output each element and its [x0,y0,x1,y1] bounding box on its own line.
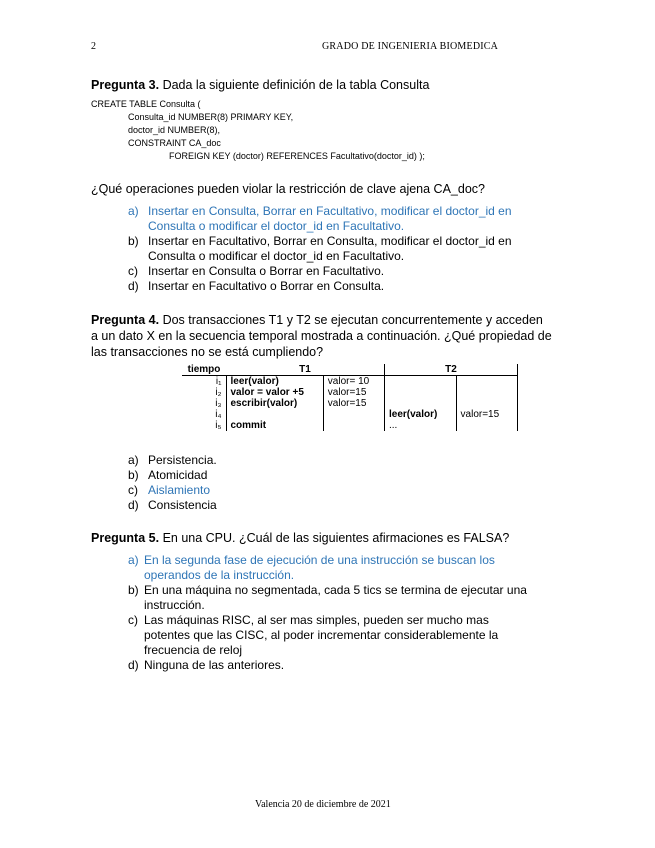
t2-op-cell [385,398,457,409]
q5-prompt: En una CPU. ¿Cuál de las siguientes afirmaciones es FALSA? [162,531,510,545]
q5-option-b-label: b) [128,583,139,597]
q3-option-c-text: Insertar en Consulta o Borrar en Facultativo. [148,264,385,278]
q4-option-b [128,468,428,484]
q4-option-d-text: Consistencia [148,498,217,512]
q4-option-c-label: c) [128,483,138,497]
t1-op-cell: valor = valor +5 [226,387,323,398]
q3-prompt: Dada la siguiente definición de la tabla Consulta [162,78,430,92]
q5-option-c-line1: Las máquinas RISC, al ser mas simples, pueden ser mucho mas [144,613,489,627]
t1-val-cell [323,409,384,420]
q5-option-c-line3: frecuencia de reloj [144,643,243,657]
time-cell: i₄ [182,409,226,420]
header-t2: T2 [385,364,518,376]
q5-option-d [128,658,558,674]
q5-option-b-line2: instrucción. [144,598,205,612]
page-number: 2 [91,41,96,52]
time-cell: i₁ [182,376,226,388]
header-title: GRADO DE INGENIERIA BIOMEDICA [322,41,499,52]
time-cell: i₅ [182,420,226,431]
q4-prompt-line1: Dos transacciones T1 y T2 se ejecutan concurrentemente y acceden [162,313,543,327]
q3-option-d-label: d) [128,279,139,293]
q4-label: Pregunta 4. [91,313,160,327]
table-row [182,398,518,409]
t2-op-cell [385,376,457,388]
t2-op-cell: ... [385,420,457,431]
q4-option-c [128,483,428,499]
q4-option-b-text: Atomicidad [148,468,208,482]
q5-option-a [128,553,558,585]
q4-option-a-label: a) [128,453,139,467]
q3-option-d-text: Insertar en Facultativo o Borrar en Consulta. [148,279,385,293]
q4-option-b-label: b) [128,468,139,482]
table-header-row [182,364,518,376]
t1-op-cell: commit [226,420,323,431]
q5-option-c [128,613,558,660]
footer-date: Valencia 20 de diciembre de 2021 [255,799,391,810]
q4-option-a-text: Persistencia. [148,453,217,467]
q5-label: Pregunta 5. [91,531,160,545]
q3-option-d [128,279,548,295]
q3-option-b [128,234,548,266]
t2-val-cell [456,420,517,431]
q3-code-line-5: FOREIGN KEY (doctor) REFERENCES Facultativo(doctor_id) ); [169,151,425,161]
q4-prompt-line3: las transacciones no se está cumpliendo? [91,345,324,359]
table-row [182,376,518,388]
q3-code-line-3: doctor_id NUMBER(8), [128,125,221,135]
table-row [182,409,518,420]
q4-option-d-label: d) [128,498,139,512]
q3-option-c-label: c) [128,264,138,278]
t1-op-cell [226,409,323,420]
t2-val-cell [456,387,517,398]
header-t1: T1 [226,364,385,376]
q5-title [91,530,509,546]
q4-option-a [128,453,428,469]
q3-option-b-label: b) [128,234,139,248]
t1-op-cell: leer(valor) [226,376,323,388]
q5-option-b-line1: En una máquina no segmentada, cada 5 tics se termina de ejecutar una [144,583,527,597]
t2-val-cell [456,376,517,388]
q4-option-c-text: Aislamiento [148,483,211,497]
t1-val-cell: valor= 10 [323,376,384,388]
q5-option-d-label: d) [128,658,139,672]
q5-option-c-line2: potentes que las CISC, al poder incrementar considerablemente la [144,628,499,642]
q4-prompt-line2: a un dato X en la secuencia temporal mostrada a continuación. ¿Qué propiedad de [91,329,552,343]
time-cell: i₃ [182,398,226,409]
t1-val-cell [323,420,384,431]
q3-option-a-label: a) [128,204,139,218]
q3-question: ¿Qué operaciones pueden violar la restricción de clave ajena CA_doc? [91,182,485,196]
t2-op-cell [385,387,457,398]
q3-option-c [128,264,548,280]
q5-option-b [128,583,558,615]
q3-option-a-line1: Insertar en Consulta, Borrar en Facultativo, modificar el doctor_id en [148,204,512,218]
t1-val-cell: valor=15 [323,398,384,409]
table-row [182,387,518,398]
t2-op-cell: leer(valor) [385,409,457,420]
q3-option-a [128,204,548,236]
q5-option-d-line1: Ninguna de las anteriores. [144,658,285,672]
q4-title [91,312,571,328]
q5-option-c-label: c) [128,613,138,627]
q5-option-a-label: a) [128,553,139,567]
q5-option-a-line1: En la segunda fase de ejecución de una instrucción se buscan los [144,553,495,567]
q3-code-line-4: CONSTRAINT CA_doc [128,138,221,148]
q5-option-a-line2: operandos de la instrucción. [144,568,295,582]
t2-val-cell [456,398,517,409]
q3-code-line-2: Consulta_id NUMBER(8) PRIMARY KEY, [128,112,294,122]
t2-val-cell: valor=15 [456,409,517,420]
q3-option-b-line1: Insertar en Facultativo, Borrar en Consulta, modificar el doctor_id en [148,234,512,248]
q4-option-d [128,498,428,514]
q3-label: Pregunta 3. [91,78,160,92]
q3-option-b-line2: Consulta o modificar el doctor_id en Facultativo. [148,249,405,263]
header-tiempo: tiempo [182,364,226,376]
t1-val-cell: valor=15 [323,387,384,398]
time-cell: i₂ [182,387,226,398]
q3-code-line-1: CREATE TABLE Consulta ( [91,99,201,109]
q3-option-a-line2: Consulta o modificar el doctor_id en Facultativo. [148,219,405,233]
transactions-table [182,364,518,431]
t1-op-cell: escribir(valor) [226,398,323,409]
q3-title [91,77,429,93]
table-row [182,420,518,431]
